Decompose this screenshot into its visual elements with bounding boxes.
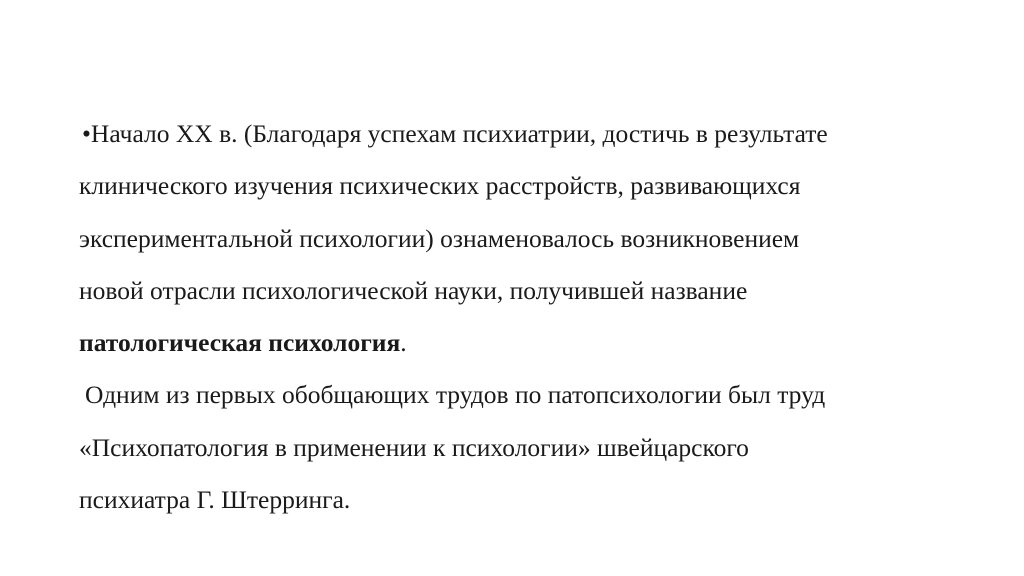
paragraph1-line-1: •Начало XX в. (Благодаря успехам психиатрии, достичь в результате [82, 119, 828, 148]
paragraph1-line-5 [79, 317, 979, 369]
paragraph2-line-3: психиатра Г. Штерринга. [79, 485, 351, 515]
paragraph2-line-2: «Психопатология в применении к психологии» швейцарского [79, 432, 749, 462]
term-pathological-psychology: патологическая психология [79, 328, 401, 358]
paragraph2-line-1: Одним из первых обобщающих трудов по патопсихологии был труд [85, 380, 826, 410]
term-suffix: . [400, 328, 407, 358]
slide-body-text [79, 108, 979, 526]
paragraph1-line-2: клинического изучения психических расстройств, развивающихся [79, 171, 801, 201]
paragraph1-line-4: новой отрасли психологической науки, получившей название [79, 275, 748, 305]
paragraph1-line-3: экспериментальной психологии) ознаменовалось возникновением [79, 223, 800, 253]
